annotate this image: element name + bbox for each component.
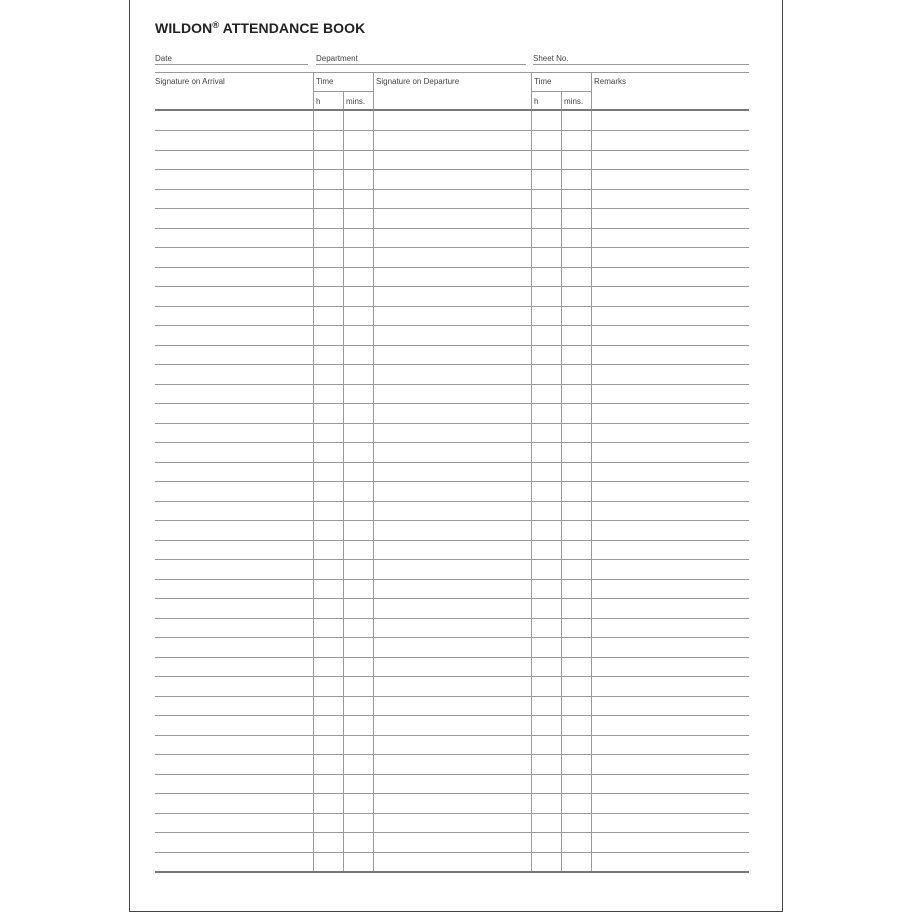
departure-hours-header: h bbox=[534, 97, 539, 106]
table-row[interactable] bbox=[155, 345, 749, 346]
table-row[interactable] bbox=[155, 540, 749, 541]
table-row[interactable] bbox=[155, 228, 749, 229]
table-row[interactable] bbox=[155, 832, 749, 833]
table-row[interactable] bbox=[155, 130, 749, 131]
document-title bbox=[155, 20, 365, 36]
divider-arrival-time-left bbox=[313, 111, 314, 872]
table-top-rule bbox=[155, 72, 749, 73]
arrival-hours-header: h bbox=[316, 97, 321, 106]
arrival-mins-header: mins. bbox=[346, 97, 366, 106]
title-brand: WILDON bbox=[155, 20, 213, 36]
divider-departure-time-left-header bbox=[531, 72, 532, 110]
table-row[interactable] bbox=[155, 169, 749, 170]
table-row[interactable] bbox=[155, 715, 749, 716]
divider-departure-hm-header bbox=[561, 91, 562, 110]
table-row[interactable] bbox=[155, 325, 749, 326]
table-row[interactable] bbox=[155, 598, 749, 599]
table-row[interactable] bbox=[155, 208, 749, 209]
remarks-header: Remarks bbox=[594, 77, 627, 86]
arrival-signature-header: Signature on Arrival bbox=[155, 77, 225, 86]
department-label: Department bbox=[316, 54, 358, 63]
table-row[interactable] bbox=[155, 793, 749, 794]
table-row[interactable] bbox=[155, 774, 749, 775]
sheet-number-field-line[interactable] bbox=[533, 64, 749, 65]
table-row[interactable] bbox=[155, 735, 749, 736]
table-row[interactable] bbox=[155, 813, 749, 814]
table-row[interactable] bbox=[155, 852, 749, 853]
table-row[interactable] bbox=[155, 364, 749, 365]
arrival-time-header: Time bbox=[316, 77, 334, 86]
table-row[interactable] bbox=[155, 754, 749, 755]
divider-arrival-time-right-header bbox=[373, 72, 374, 110]
table-row[interactable] bbox=[155, 501, 749, 502]
table-row[interactable] bbox=[155, 286, 749, 287]
table-row[interactable] bbox=[155, 462, 749, 463]
title-rest: ATTENDANCE BOOK bbox=[219, 20, 366, 36]
table-row[interactable] bbox=[155, 423, 749, 424]
table-row[interactable] bbox=[155, 637, 749, 638]
divider-arrival-hm bbox=[343, 111, 344, 872]
date-field-line[interactable] bbox=[155, 64, 308, 65]
table-row[interactable] bbox=[155, 618, 749, 619]
table-row[interactable] bbox=[155, 306, 749, 307]
table-row[interactable] bbox=[155, 247, 749, 248]
departure-signature-header: Signature on Departure bbox=[376, 77, 460, 86]
divider-departure-time-right bbox=[591, 111, 592, 872]
table-row[interactable] bbox=[155, 267, 749, 268]
table-row[interactable] bbox=[155, 150, 749, 151]
department-field-line[interactable] bbox=[316, 64, 526, 65]
divider-departure-time-right-header bbox=[591, 72, 592, 110]
table-bottom-rule bbox=[155, 871, 749, 873]
attendance-sheet bbox=[129, 0, 783, 912]
table-row[interactable] bbox=[155, 676, 749, 677]
table-row[interactable] bbox=[155, 442, 749, 443]
table-row[interactable] bbox=[155, 384, 749, 385]
sheet-number-label: Sheet No. bbox=[533, 54, 569, 63]
divider-arrival-time-left-header bbox=[313, 72, 314, 110]
table-row[interactable] bbox=[155, 481, 749, 482]
date-label: Date bbox=[155, 54, 172, 63]
divider-arrival-time-right bbox=[373, 111, 374, 872]
table-row[interactable] bbox=[155, 520, 749, 521]
table-row[interactable] bbox=[155, 579, 749, 580]
registered-mark: ® bbox=[212, 20, 220, 30]
table-row[interactable] bbox=[155, 657, 749, 658]
divider-departure-hm bbox=[561, 111, 562, 872]
table-row[interactable] bbox=[155, 696, 749, 697]
divider-departure-time-left bbox=[531, 111, 532, 872]
departure-time-header: Time bbox=[534, 77, 552, 86]
table-row[interactable] bbox=[155, 559, 749, 560]
table-row[interactable] bbox=[155, 403, 749, 404]
departure-mins-header: mins. bbox=[564, 97, 584, 106]
divider-arrival-hm-header bbox=[343, 91, 344, 110]
table-row[interactable] bbox=[155, 189, 749, 190]
header-bottom-rule bbox=[155, 109, 749, 111]
